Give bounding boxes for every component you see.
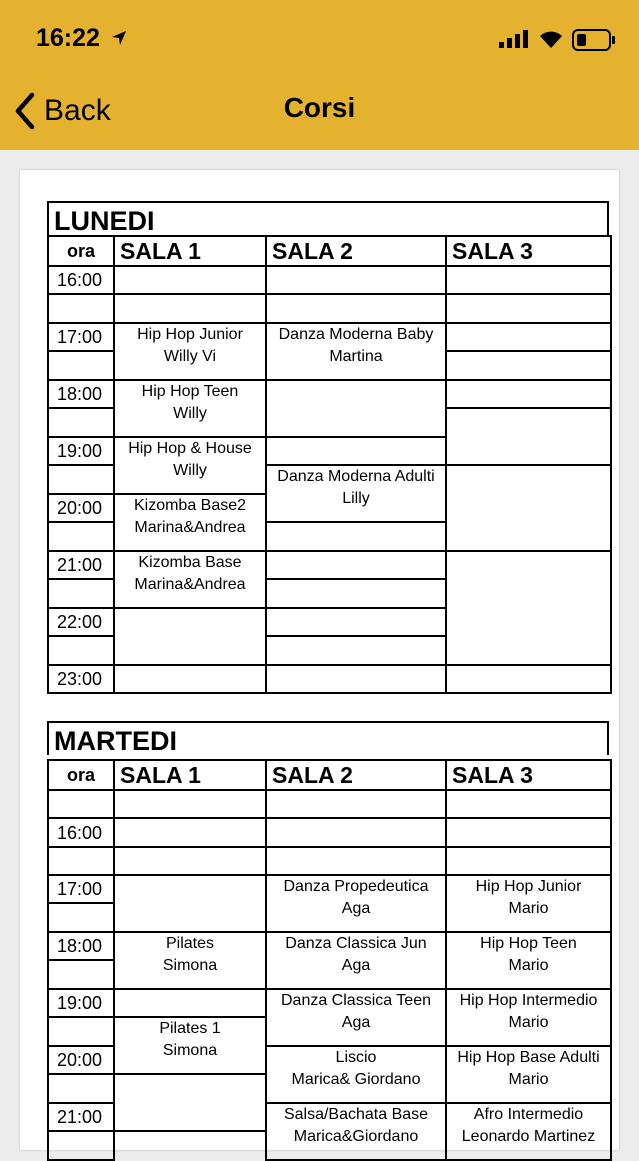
course-name: Kizomba Base	[138, 554, 242, 571]
course-teacher: Simona	[162, 957, 218, 974]
course-teacher: Mario	[508, 1071, 549, 1088]
course-cell[interactable]	[266, 989, 446, 1046]
course-name: Danza Classica Jun	[285, 935, 427, 952]
course-teacher: Marina&Andrea	[134, 576, 246, 593]
time-cell: 19:00	[48, 437, 114, 465]
empty-cell	[48, 522, 114, 551]
course-name: Hip Hop Junior	[137, 326, 243, 343]
time-cell: 23:00	[48, 665, 114, 693]
course-cell[interactable]	[446, 1046, 611, 1103]
course-teacher: Mario	[508, 1014, 549, 1031]
header-sala-2: SALA 2	[266, 236, 446, 266]
course-name: Hip Hop & House	[128, 440, 252, 457]
empty-cell	[446, 408, 611, 465]
empty-cell	[446, 380, 611, 408]
empty-cell	[114, 790, 266, 818]
empty-cell	[266, 636, 446, 665]
empty-cell	[114, 294, 266, 323]
course-cell[interactable]	[446, 1103, 611, 1160]
empty-cell	[48, 1074, 114, 1103]
empty-cell	[446, 551, 611, 665]
wifi-icon	[538, 29, 564, 49]
course-teacher: Willy	[173, 405, 207, 422]
location-arrow-icon	[110, 29, 128, 47]
time-cell: 20:00	[48, 494, 114, 522]
course-teacher: Simona	[162, 1042, 218, 1059]
empty-cell	[48, 579, 114, 608]
course-name: Salsa/Bachata Base	[283, 1106, 429, 1123]
course-name: Danza Moderna Baby	[278, 326, 434, 343]
navigation-header	[0, 0, 639, 150]
empty-cell	[48, 351, 114, 380]
empty-cell	[446, 294, 611, 323]
course-cell[interactable]	[266, 465, 446, 522]
course-name: Liscio	[335, 1049, 377, 1066]
signal-icon	[499, 30, 531, 48]
empty-cell	[266, 266, 446, 294]
course-name: Danza Propedeutica	[283, 878, 429, 895]
course-cell[interactable]	[266, 323, 446, 380]
empty-cell	[266, 847, 446, 875]
status-time: 16:22	[36, 24, 100, 52]
header-sala-1: SALA 1	[114, 760, 266, 790]
time-cell: 22:00	[48, 608, 114, 636]
time-cell: 19:00	[48, 989, 114, 1017]
course-name: Pilates	[165, 935, 215, 952]
empty-cell	[446, 818, 611, 847]
course-cell[interactable]	[114, 932, 266, 989]
back-label: Back	[44, 94, 111, 127]
course-cell[interactable]	[114, 380, 266, 437]
header-sala-2: SALA 2	[266, 760, 446, 790]
course-teacher: Willy	[173, 462, 207, 479]
page-title: Corsi	[283, 92, 356, 123]
course-teacher: Mario	[508, 957, 549, 974]
empty-cell	[114, 847, 266, 875]
empty-cell	[114, 818, 266, 847]
course-teacher: Aga	[341, 957, 371, 974]
empty-cell	[446, 847, 611, 875]
course-teacher: Lilly	[342, 490, 370, 507]
empty-cell	[114, 266, 266, 294]
course-teacher: Mario	[508, 900, 549, 917]
empty-cell	[48, 1131, 114, 1160]
course-teacher: Marica& Giordano	[291, 1071, 421, 1088]
empty-cell	[266, 665, 446, 693]
course-cell[interactable]	[266, 1046, 446, 1103]
course-cell[interactable]	[114, 437, 266, 494]
course-name: Danza Moderna Adulti	[277, 468, 435, 485]
course-teacher: Marica&Giordano	[293, 1128, 419, 1145]
empty-cell	[266, 551, 446, 579]
time-cell: 16:00	[48, 818, 114, 847]
schedule-table-lunedi	[47, 235, 612, 694]
empty-cell	[48, 790, 114, 818]
battery-icon	[572, 29, 616, 51]
empty-cell	[48, 636, 114, 665]
course-name: Hip Hop Teen	[480, 935, 577, 952]
time-cell: 20:00	[48, 1046, 114, 1074]
empty-cell	[266, 608, 446, 636]
empty-cell	[48, 960, 114, 989]
course-name: Hip Hop Base Adulti	[457, 1049, 600, 1066]
course-teacher: Marina&Andrea	[134, 519, 246, 536]
course-teacher: Martina	[329, 348, 383, 365]
empty-cell	[48, 847, 114, 875]
header-ora: ora	[48, 236, 114, 266]
course-teacher: Aga	[341, 900, 371, 917]
empty-cell	[114, 1074, 266, 1131]
course-cell[interactable]	[446, 875, 611, 932]
course-cell[interactable]	[114, 551, 266, 608]
empty-cell	[446, 351, 611, 380]
header-ora: ora	[48, 760, 114, 790]
empty-cell	[48, 294, 114, 323]
course-cell[interactable]	[446, 932, 611, 989]
empty-cell	[48, 465, 114, 494]
empty-cell	[446, 323, 611, 351]
course-cell[interactable]	[266, 875, 446, 932]
course-cell[interactable]	[114, 494, 266, 551]
time-cell: 17:00	[48, 323, 114, 351]
course-cell[interactable]	[114, 1017, 266, 1074]
course-name: Hip Hop Teen	[141, 383, 239, 400]
course-cell[interactable]	[266, 1103, 446, 1160]
time-cell: 18:00	[48, 380, 114, 408]
day-title-martedi: MARTEDI	[47, 721, 609, 755]
course-name: Hip Hop Junior	[475, 878, 582, 895]
course-name: Pilates 1	[159, 1020, 221, 1037]
empty-cell	[114, 875, 266, 932]
course-teacher: Willy Vi	[163, 348, 217, 365]
header-sala-3: SALA 3	[446, 760, 611, 790]
empty-cell	[48, 408, 114, 437]
course-name: Danza Classica Teen	[280, 992, 431, 1009]
empty-cell	[266, 818, 446, 847]
empty-cell	[446, 266, 611, 294]
empty-cell	[266, 437, 446, 465]
empty-cell	[266, 790, 446, 818]
empty-cell	[446, 465, 611, 551]
day-title-lunedi: LUNEDI	[47, 201, 609, 235]
empty-cell	[114, 989, 266, 1017]
course-name: Kizomba Base2	[133, 497, 247, 514]
time-cell: 21:00	[48, 1103, 114, 1131]
course-name: Hip Hop Intermedio	[459, 992, 598, 1009]
time-cell: 17:00	[48, 875, 114, 903]
header-sala-3: SALA 3	[446, 236, 611, 266]
course-cell[interactable]	[266, 932, 446, 989]
empty-cell	[48, 1017, 114, 1046]
empty-cell	[114, 608, 266, 665]
empty-cell	[266, 522, 446, 551]
course-cell[interactable]	[114, 323, 266, 380]
time-cell: 21:00	[48, 551, 114, 579]
empty-cell	[446, 790, 611, 818]
course-cell[interactable]	[446, 989, 611, 1046]
empty-cell	[266, 380, 446, 437]
empty-cell	[114, 665, 266, 693]
empty-cell	[266, 579, 446, 608]
time-cell: 16:00	[48, 266, 114, 294]
time-cell: 18:00	[48, 932, 114, 960]
course-teacher: Leonardo Martinez	[461, 1128, 596, 1145]
empty-cell	[266, 294, 446, 323]
header-sala-1: SALA 1	[114, 236, 266, 266]
empty-cell	[446, 665, 611, 693]
course-name: Afro Intermedio	[473, 1106, 584, 1123]
schedule-table-martedi	[47, 759, 612, 1161]
course-teacher: Aga	[341, 1014, 371, 1031]
empty-cell	[48, 903, 114, 932]
